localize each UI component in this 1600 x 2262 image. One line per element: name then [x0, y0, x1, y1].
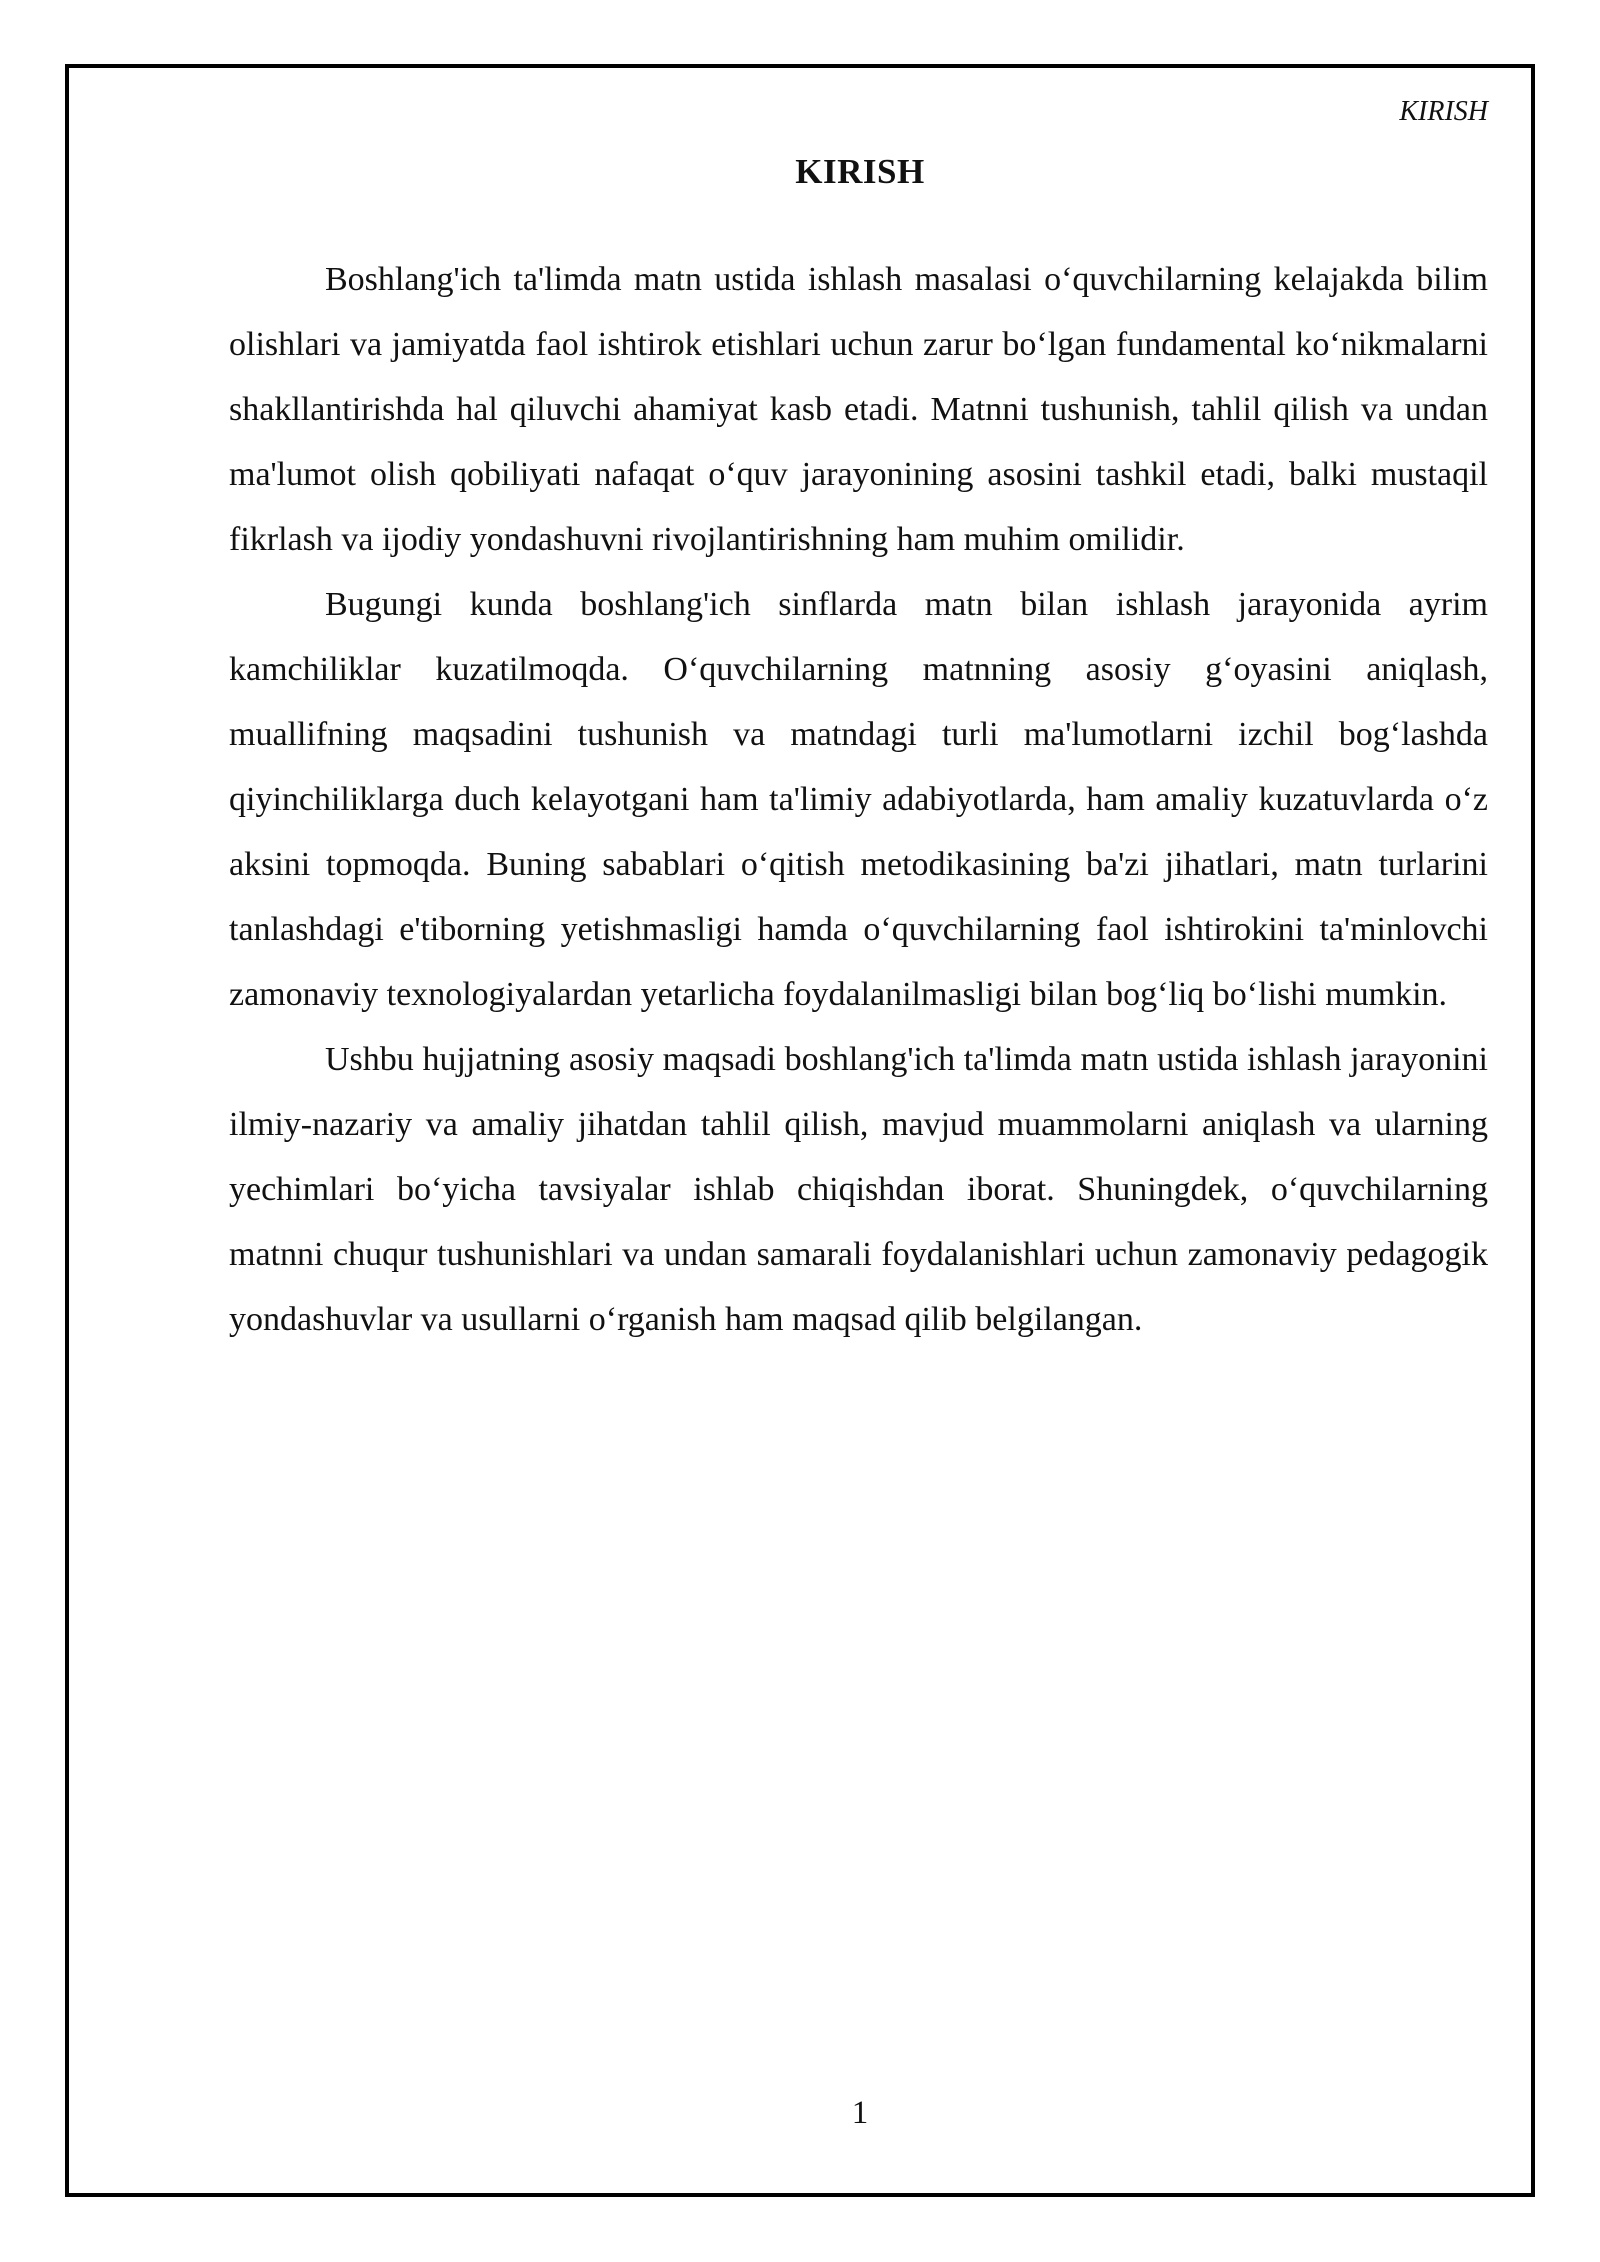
document-title: KIRISH — [795, 152, 925, 191]
document-body — [229, 247, 1488, 1352]
paragraph-3: Ushbu hujjatning asosiy maqsadi boshlang'ich ta'limda matn ustida ishlash jarayonini ilmiy-nazariy va amaliy jihatdan tahlil qilish, mavjud muammolarni aniqlash va ularning yechimlari bo‘yicha tavsiyalar ishlab chiqishdan iborat. Shuningdek, o‘quvchilarning matnni chuqur tushunishlari va undan samarali foydalanishlari uchun zamonaviy pedagogik yondashuvlar va usullarni o‘rganish ham maqsad qilib belgilangan. — [229, 1041, 1488, 1338]
paragraph-1: Boshlang'ich ta'limda matn ustida ishlash masalasi o‘quvchilarning kelajakda bilim olishlari va jamiyatda faol ishtirok etishlari uchun zarur bo‘lgan fundamental ko‘nikmalarni shakllantirishda hal qiluvchi ahamiyat kasb etadi. Matnni tushunish, tahlil qilish va undan ma'lumot olish qobiliyati nafaqat o‘quv jarayonining asosini tashkil etadi, balki mustaqil fikrlash va ijodiy yondashuvni rivojlantirishning ham muhim omilidir. — [229, 261, 1488, 558]
paragraph-2: Bugungi kunda boshlang'ich sinflarda matn bilan ishlash jarayonida ayrim kamchiliklar kuzatilmoqda. O‘quvchilarning matnning asosiy g‘oyasini aniqlash, muallifning maqsadini tushunish va matndagi turli ma'lumotlarni izchil bog‘lashda qiyinchiliklarga duch kelayotgani ham ta'limiy adabiyotlarda, ham amaliy kuzatuvlarda o‘z aksini topmoqda. Buning sabablari o‘qitish metodikasining ba'zi jihatlari, matn turlarini tanlashdagi e'tiborning yetishmasligi hamda o‘quvchilarning faol ishtirokini ta'minlovchi zamonaviy texnologiyalardan yetarlicha foydalanilmasligi bilan bog‘liq bo‘lishi mumkin. — [229, 586, 1488, 1013]
running-header: KIRISH — [1399, 96, 1488, 127]
page-number: 1 — [851, 2095, 869, 2131]
